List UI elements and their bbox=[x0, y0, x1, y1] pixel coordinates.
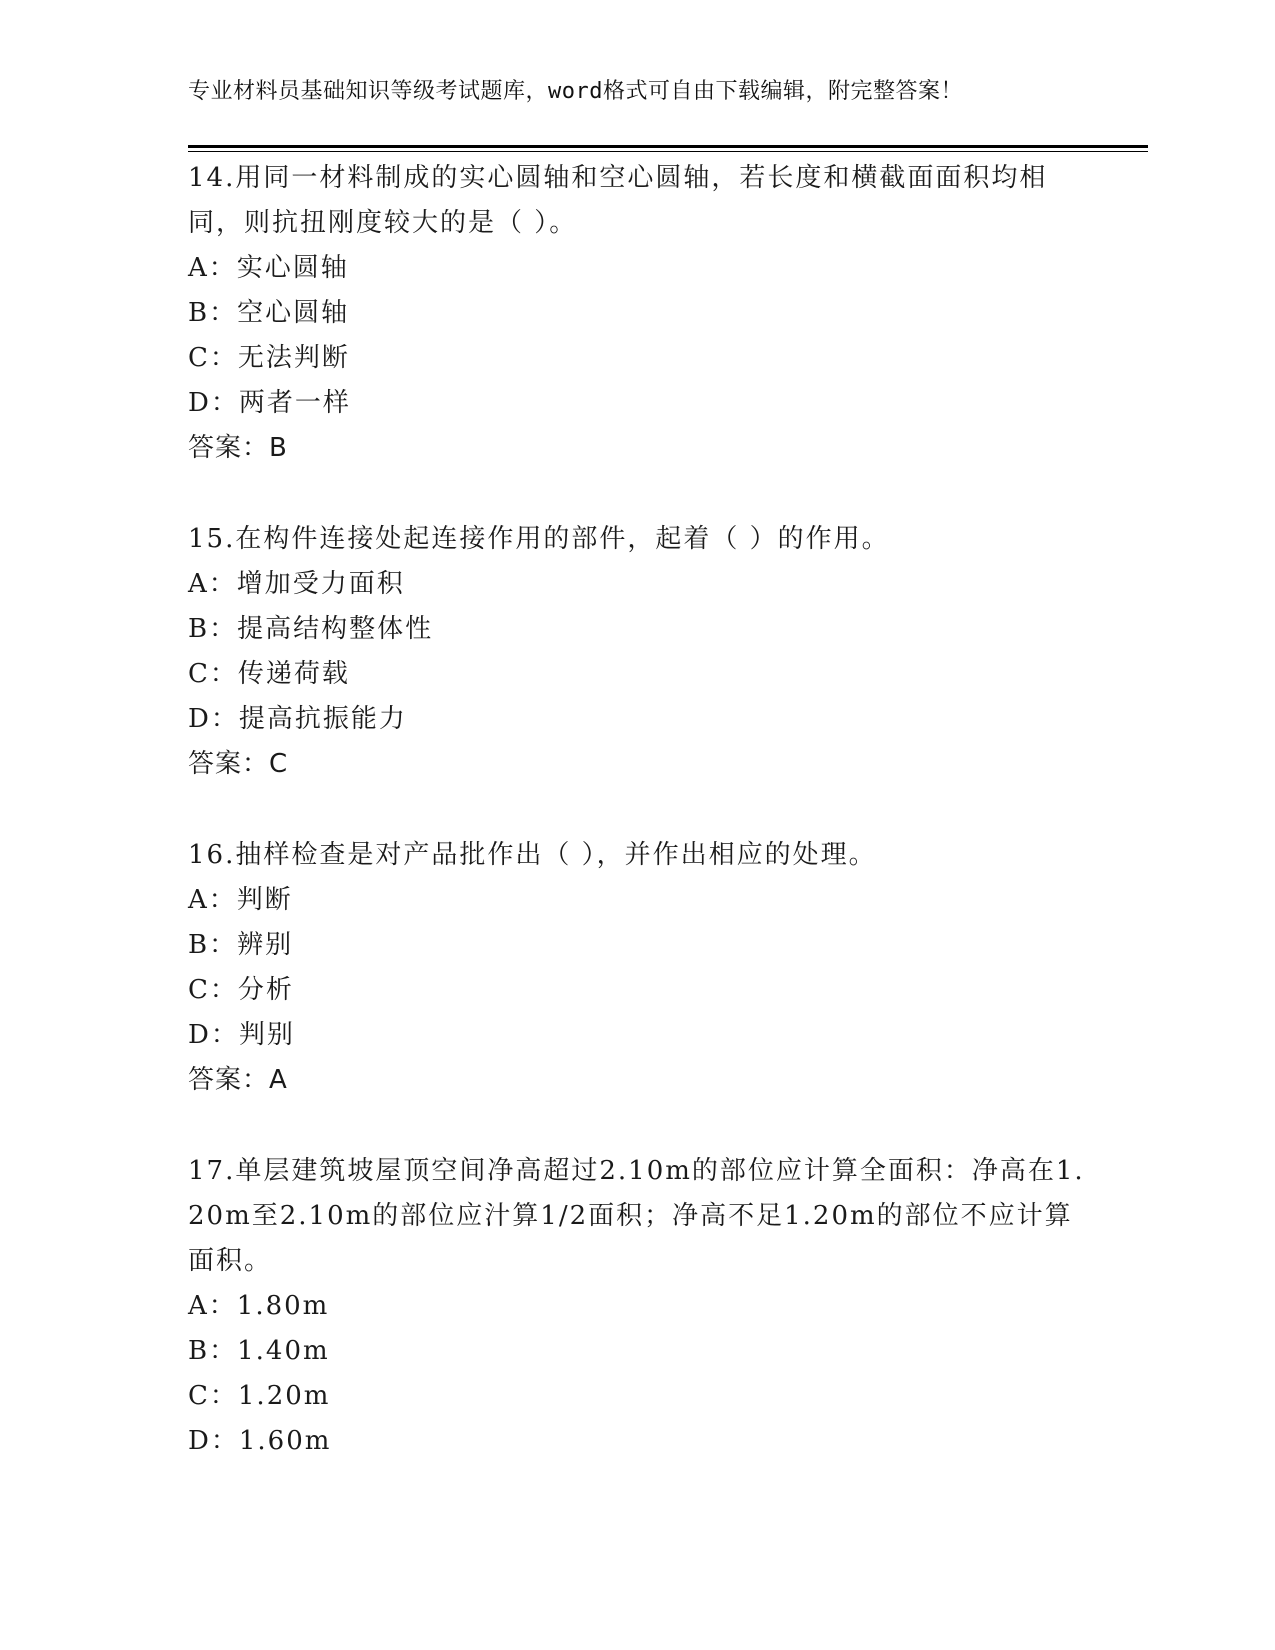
option-c: C：1.20m bbox=[188, 1381, 331, 1411]
option-c: C：无法判断 bbox=[188, 343, 350, 373]
question-14 bbox=[188, 156, 1088, 471]
page-header: 专业材料员基础知识等级考试题库，word格式可自由下载编辑，附完整答案！ bbox=[188, 79, 963, 104]
option-c: C：分析 bbox=[188, 975, 294, 1005]
question-16 bbox=[188, 833, 1088, 1103]
question-text: 15.在构件连接处起连接作用的部件，起着（ ）的作用。 bbox=[188, 524, 890, 554]
option-a: A：实心圆轴 bbox=[188, 253, 349, 283]
answer: 答案：A bbox=[188, 1065, 288, 1095]
question-text: 14.用同一材料制成的实心圆轴和空心圆轴，若长度和横截面面积均相同，则抗扭刚度较大的是（ ）。 bbox=[188, 163, 1048, 238]
option-b: B：提高结构整体性 bbox=[188, 614, 434, 644]
answer: 答案：B bbox=[188, 433, 288, 463]
option-a: A：增加受力面积 bbox=[188, 569, 405, 599]
header-divider-thin bbox=[188, 151, 1148, 152]
header-divider-thick bbox=[188, 145, 1148, 148]
option-a: A：判断 bbox=[188, 885, 293, 915]
question-15 bbox=[188, 517, 1088, 787]
question-17 bbox=[188, 1149, 1088, 1464]
option-b: B：空心圆轴 bbox=[188, 298, 350, 328]
answer: 答案：C bbox=[188, 749, 289, 779]
option-b: B：1.40m bbox=[188, 1336, 330, 1366]
question-text: 17.单层建筑坡屋顶空间净高超过2.10m的部位应计算全面积：净高在1.20m至2.10m的部位应汁算1/2面积；净高不足1.20m的部位不应计算面积。 bbox=[188, 1156, 1085, 1276]
question-text: 16.抽样检查是对产品批作出（ ），并作出相应的处理。 bbox=[188, 840, 877, 870]
option-d: D：两者一样 bbox=[188, 388, 351, 418]
option-b: B：辨别 bbox=[188, 930, 294, 960]
option-d: D：判别 bbox=[188, 1020, 295, 1050]
option-c: C：传递荷载 bbox=[188, 659, 350, 689]
option-d: D：1.60m bbox=[188, 1426, 332, 1456]
option-a: A：1.80m bbox=[188, 1291, 330, 1321]
option-d: D：提高抗振能力 bbox=[188, 704, 407, 734]
question-list bbox=[188, 156, 1088, 1510]
